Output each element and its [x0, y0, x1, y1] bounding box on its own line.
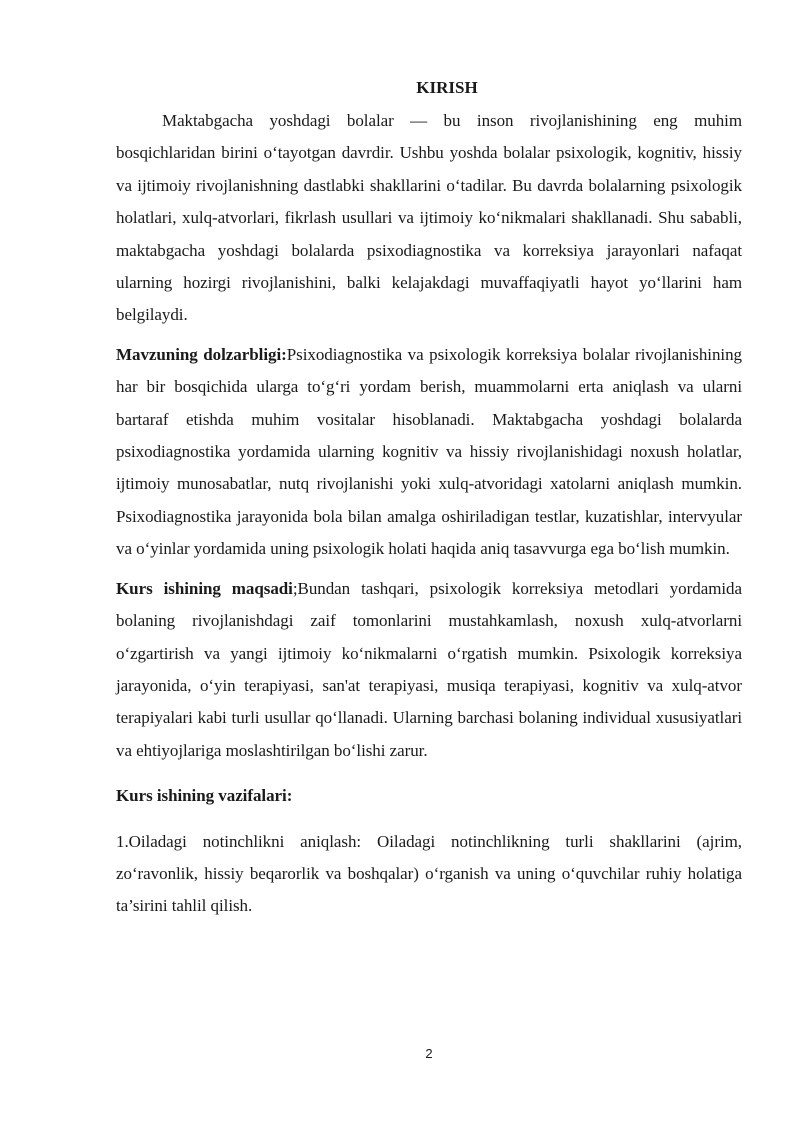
document-title: KIRISH [416, 78, 478, 97]
goal-label: Kurs ishining maqsadi [116, 578, 293, 598]
document-page [116, 74, 742, 923]
tasks-heading-text: Kurs ishining vazifalari: [116, 786, 293, 806]
relevance-text: Psixodiagnostika va psixologik korreksiya bolalar rivojlanishining har bir bosqichida ularga to‘g‘ri yordam berish, muammolarni erta aniqlash va ularni bartaraf etishda muhim vositalar hisoblanadi. Maktabgacha yoshdagi bolalarda psixodiagnostika yordamida ularning kognitiv va hissiy rivojlanishidagi noxush holatlar, ijtimoiy munosabatlar, nutq rivojlanishi yoki xulq-atvoridagi xatolarni aniqlash mumkin. Psixodiagnostika jarayonida bola bilan amalga oshiriladigan testlar, kuzatishlar, intervyular va o‘yinlar yordamida uning psixologik holati haqida aniq tasavvurga ega bo‘lish mumkin. [116, 344, 743, 559]
intro-paragraph: Maktabgacha yoshdagi bolalar — bu inson rivojlanishining eng muhim bosqichlaridan birini o‘tayotgan davrdir. Ushbu yoshda bolalar psixologik, kognitiv, hissiy va ijtimoiy rivojlanishning dastlabki shakllarini o‘tadilar. Bu davrda bolalarning psixologik holatlari, xulq-atvorlari, fikrlash usullari va ijtimoiy ko‘nikmalari shakllanadi. Shu sababli, maktabgacha yoshdagi bolalarda psixodiagnostika va korreksiya jarayonlari nafaqat ularning hozirgi rivojlanishini, balki kelajakdagi muvaffaqiyatli hayot yo‘llarini ham belgilaydi. [116, 111, 742, 325]
page-number: 2 [425, 1046, 433, 1061]
relevance-label: Mavzuning dolzarbligi: [116, 344, 287, 364]
relevance-paragraph [116, 339, 742, 566]
goal-text: ;Bundan tashqari, psixologik korreksiya metodlari yordamida bolaning rivojlanishdagi zaif tomonlarini mustahkamlash, noxush xulq-atvorlarni o‘zgartirish va yangi ijtimoiy ko‘nikmalarni o‘rgatish mumkin. Psixologik korreksiya jarayonida, o‘yin terapiyasi, san'at terapiyasi, musiqa terapiyasi, kognitiv va xulq-atvor terapiyalari kabi turli usullar qo‘llanadi. Ularning barchasi bolaning individual xususiyatlari va ehtiyojlariga moslashtirilgan bo‘lishi zarur. [116, 578, 742, 760]
tasks-heading [116, 780, 742, 812]
task-item-1: 1.Oiladagi notinchlikni aniqlash: Oiladagi notinchlikning turli shakllarini (ajrim, zo‘ravonlik, hissiy beqarorlik va boshqalar) o‘rganish va uning o‘quvchilar ruhiy holatiga ta’sirini tahlil qilish. [116, 831, 742, 916]
goal-paragraph [116, 573, 742, 767]
